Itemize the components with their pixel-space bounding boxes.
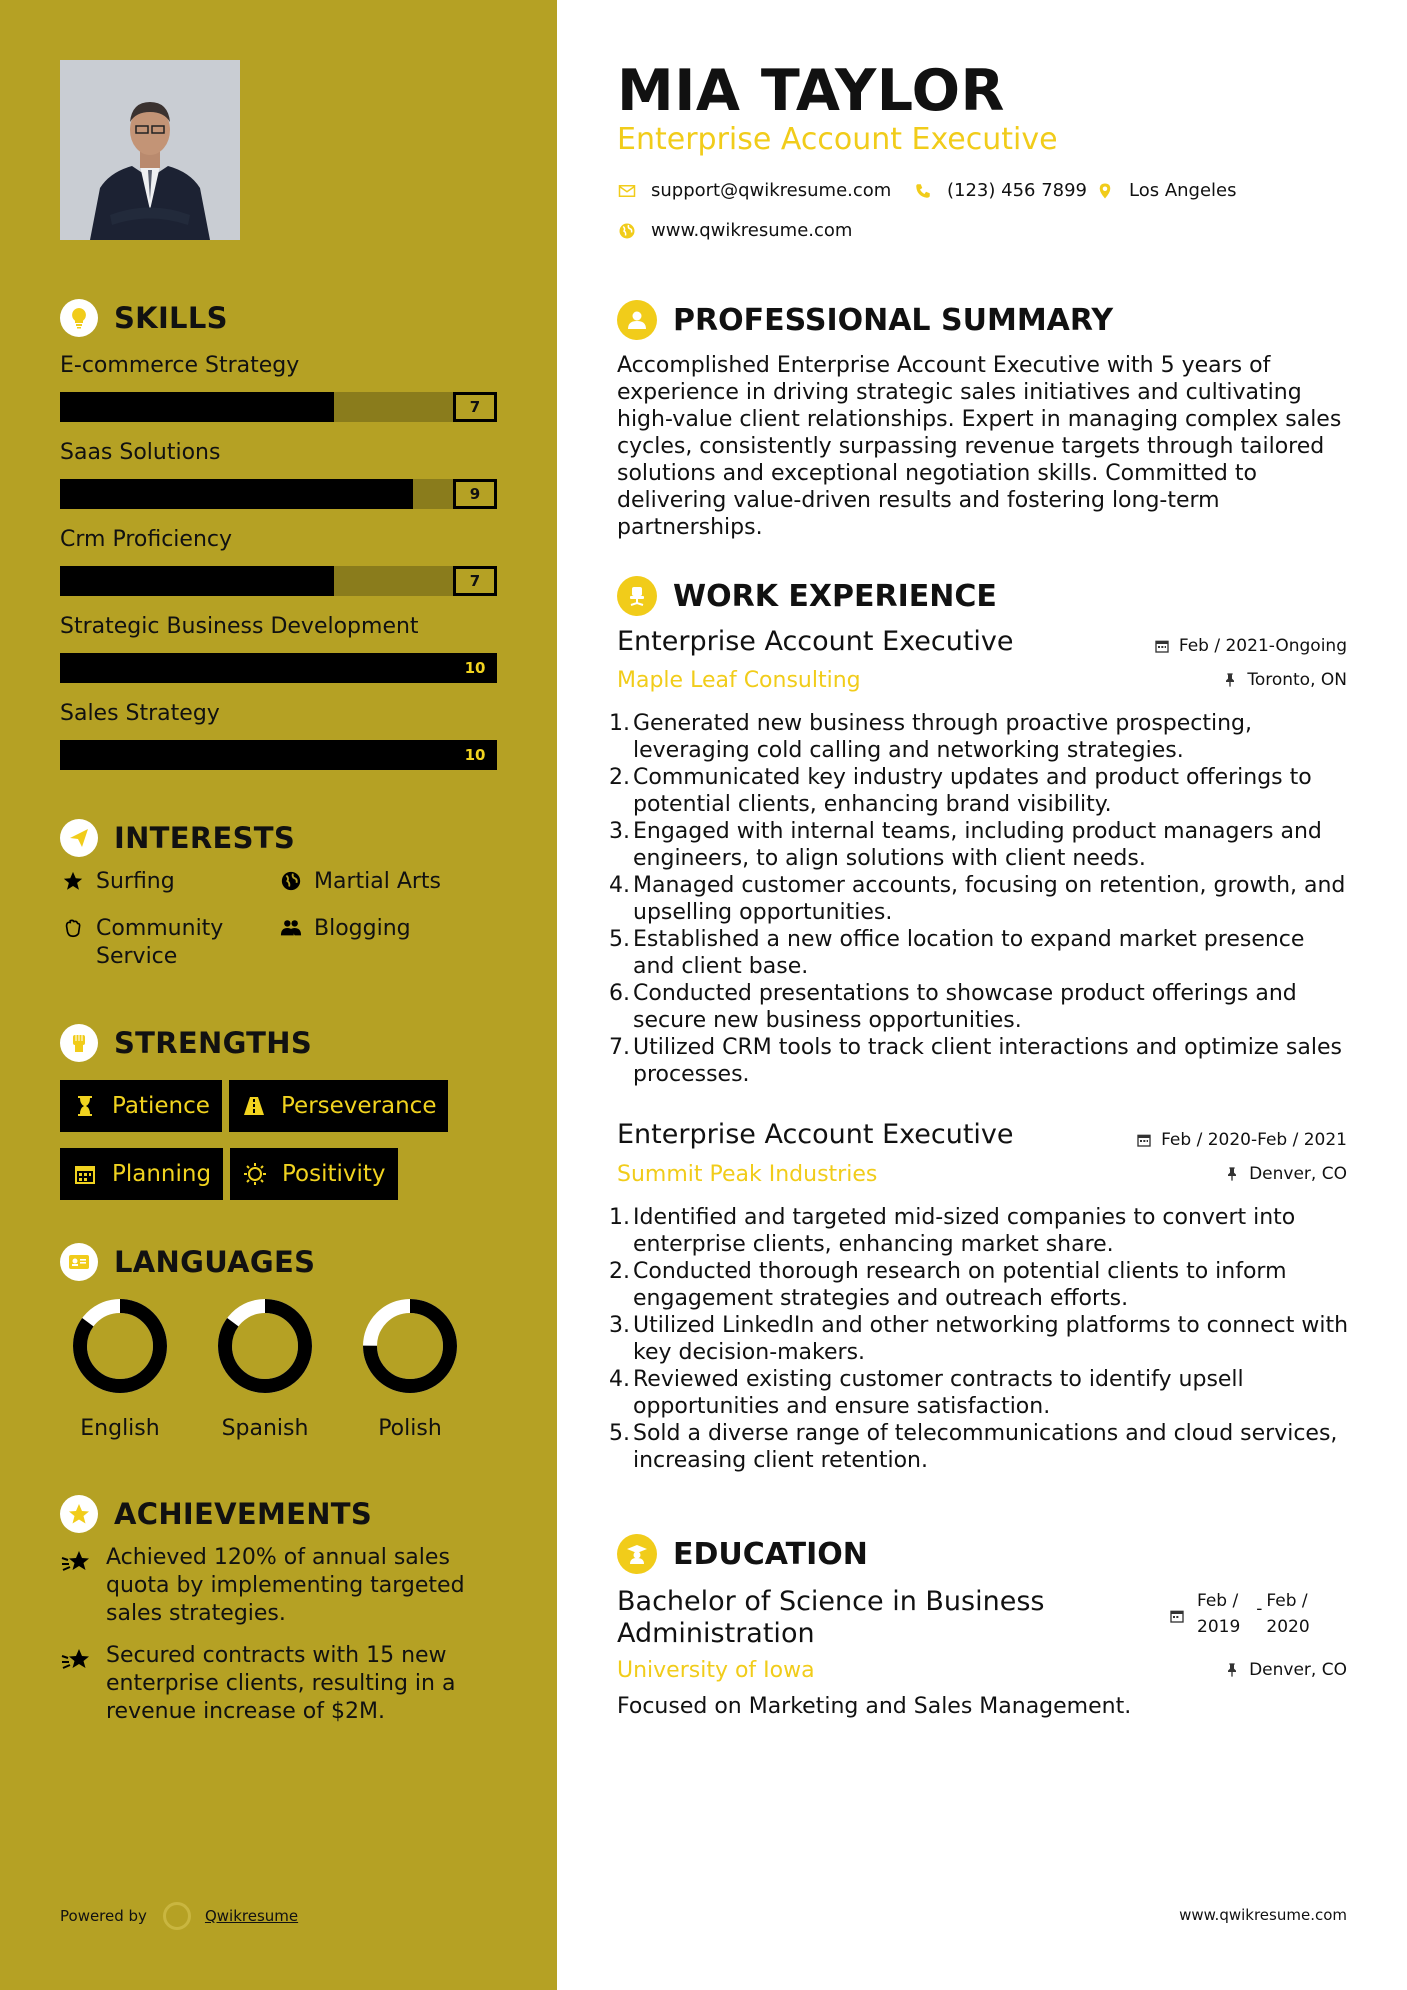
education-title: EDUCATION: [673, 1536, 868, 1572]
interest-label: Surfing: [96, 869, 175, 894]
language-name: English: [80, 1416, 160, 1441]
edu-start-month: Feb /: [1197, 1591, 1239, 1611]
experience-heading: [617, 574, 997, 618]
website-text: www.qwikresume.com: [651, 220, 853, 241]
language-ring: [215, 1296, 315, 1396]
powered-by-label: Powered by: [60, 1907, 147, 1925]
bullet-item: 5. Sold a diverse range of telecommunications and cloud services, increasing client retention.: [609, 1421, 1338, 1473]
strength-label: Patience: [112, 1093, 210, 1119]
languages-title: LANGUAGES: [114, 1245, 316, 1279]
road-icon: [241, 1093, 267, 1119]
graduate-icon: [617, 1534, 657, 1574]
strengths-heading: [60, 1023, 312, 1063]
strength-label: Positivity: [282, 1161, 386, 1187]
calendar-icon: [72, 1161, 98, 1187]
main-content: [557, 0, 1407, 1990]
strength-badge: [60, 1148, 223, 1200]
bullet-item: 4. Managed customer accounts, focusing on retention, growth, and upselling opportunities.: [609, 873, 1346, 925]
powered-by: [60, 1902, 298, 1930]
interest-item: [60, 915, 260, 971]
contact-email[interactable]: [617, 180, 891, 201]
users-icon: [278, 915, 304, 941]
globe-icon: [278, 868, 304, 894]
paper-plane-icon: [60, 819, 98, 857]
language-name: Polish: [378, 1416, 442, 1441]
lightbulb-icon: [60, 299, 98, 337]
bullet-item: 2. Conducted thorough research on potential clients to inform engagement strategies and outreach efforts.: [609, 1259, 1287, 1311]
star-badge-icon: [60, 1495, 98, 1533]
hand-icon: [60, 915, 86, 941]
phone-text: (123) 456 7899: [947, 180, 1088, 201]
skill-name: Strategic Business Development: [60, 614, 419, 639]
language-item: [205, 1296, 325, 1441]
job-location: [1223, 1164, 1347, 1184]
achievement-text: Secured contracts with 15 new enterprise clients, resulting in a revenue increase of $2M.: [106, 1643, 456, 1724]
star-icon: [60, 868, 86, 894]
strength-badge: [230, 1148, 398, 1200]
contact-website[interactable]: [617, 220, 852, 241]
summary-title: PROFESSIONAL SUMMARY: [673, 302, 1114, 338]
skill-name: Sales Strategy: [60, 701, 220, 726]
strength-label: Planning: [112, 1161, 212, 1187]
job-location: [1221, 670, 1347, 690]
bullet-item: 5. Established a new office location to expand market presence and client base.: [609, 927, 1305, 979]
experience-title: WORK EXPERIENCE: [673, 578, 997, 614]
interest-label: Martial Arts: [314, 869, 442, 894]
calendar-icon: [1135, 1131, 1153, 1149]
skill-name: Saas Solutions: [60, 440, 221, 465]
contact-location: [1095, 180, 1237, 201]
education-dates: Feb / 2019 - Feb / 2020: [1169, 1588, 1310, 1640]
skill-name: E-commerce Strategy: [60, 353, 300, 378]
achievement-item: [60, 1642, 500, 1726]
sidebar: [0, 0, 557, 1990]
interest-item: [60, 868, 175, 896]
bullet-item: 3. Utilized LinkedIn and other networking platforms to connect with key decision-makers.: [609, 1313, 1349, 1365]
summary-heading: [617, 298, 1113, 342]
skill-item: [60, 437, 497, 509]
edu-start-year: 2019: [1197, 1617, 1241, 1637]
interest-item: [278, 915, 411, 943]
interest-item: [278, 868, 441, 896]
interests-title: INTERESTS: [114, 821, 296, 855]
strengths-title: STRENGTHS: [114, 1026, 313, 1060]
skill-level-badge: 10: [453, 653, 497, 683]
education-heading: [617, 1532, 868, 1576]
phone-icon: [913, 181, 933, 201]
skill-bar: [60, 740, 497, 770]
skill-name: Crm Proficiency: [60, 527, 233, 552]
bullet-item: 6. Conducted presentations to showcase product offerings and secure new business opportunities.: [609, 981, 1297, 1033]
skill-bar: [60, 479, 497, 509]
language-item: [60, 1296, 180, 1441]
email-text: support@qwikresume.com: [651, 180, 892, 201]
skill-bar-fill: [60, 566, 334, 596]
skill-item: [60, 611, 497, 683]
calendar-icon: [1153, 637, 1171, 655]
achievement-item: [60, 1544, 500, 1628]
skill-bar-fill: [60, 479, 413, 509]
skill-bar-fill: [60, 392, 334, 422]
achievement-text: Achieved 120% of annual sales quota by implementing targeted sales strategies.: [106, 1545, 465, 1626]
interest-label: Blogging: [314, 916, 411, 941]
bullet-item: 2. Communicated key industry updates and product offerings to potential clients, enhancing brand visibility.: [609, 765, 1312, 817]
skill-level-badge: 10: [453, 740, 497, 770]
school-name: University of Iowa: [617, 1658, 815, 1683]
bullet-item: 1. Identified and targeted mid-sized companies to convert into enterprise clients, enhancing market share.: [609, 1205, 1296, 1257]
language-ring: [360, 1296, 460, 1396]
languages-heading: [60, 1242, 315, 1282]
fist-icon: [60, 1024, 98, 1062]
qwikresume-logo-icon: [163, 1902, 191, 1930]
language-ring: [70, 1296, 170, 1396]
contact-phone[interactable]: [913, 180, 1087, 201]
skill-level-badge: 9: [453, 479, 497, 509]
office-chair-icon: [617, 576, 657, 616]
degree-title: Bachelor of Science in Business Administration: [617, 1586, 1045, 1649]
company-name: Maple Leaf Consulting: [617, 668, 861, 693]
id-card-icon: [60, 1243, 98, 1281]
pushpin-icon: [1221, 671, 1239, 689]
interest-label: Community Service: [96, 916, 224, 969]
achievements-heading: [60, 1494, 372, 1534]
footer-url[interactable]: www.qwikresume.com: [1179, 1906, 1347, 1924]
skill-level-badge: 7: [453, 566, 497, 596]
job-bullets: [609, 1204, 1349, 1474]
job-dates-text: Feb / 2020-Feb / 2021: [1161, 1130, 1347, 1150]
skills-heading: [60, 298, 228, 338]
qwikresume-link[interactable]: Qwikresume: [204, 1907, 299, 1925]
education-location-text: Denver, CO: [1249, 1660, 1347, 1680]
achievements-title: ACHIEVEMENTS: [114, 1497, 373, 1531]
strength-badge: [60, 1080, 222, 1132]
company-name: Summit Peak Industries: [617, 1162, 878, 1187]
bullet-item: 1. Generated new business through proactive prospecting, leveraging cold calling and networking strategies.: [609, 711, 1253, 763]
strength-label: Perseverance: [281, 1093, 437, 1119]
job-location-text: Denver, CO: [1249, 1164, 1347, 1184]
skill-item: [60, 698, 497, 770]
envelope-icon: [617, 181, 637, 201]
globe-icon: [617, 221, 637, 241]
strength-badge: [229, 1080, 448, 1132]
user-icon: [617, 300, 657, 340]
skill-bar-fill: [60, 653, 497, 683]
skill-bar-fill: [60, 740, 497, 770]
skills-title: SKILLS: [114, 301, 228, 335]
hourglass-icon: [72, 1093, 98, 1119]
language-name: Spanish: [221, 1416, 309, 1441]
sun-icon: [242, 1161, 268, 1187]
skill-bar: [60, 566, 497, 596]
job-dates-text: Feb / 2021-Ongoing: [1178, 636, 1347, 656]
summary-text: Accomplished Enterprise Account Executive with 5 years of experience in driving strategic sales initiatives and cultivating high-value client relationships. Expert in managing complex sales cycles, consistently surpassing revenue targets through tailored solutions and exceptional negotiation skills. Committed to delivering value-driven results and fostering long-term partnerships.: [617, 353, 1342, 540]
skill-bar: [60, 653, 497, 683]
map-pin-icon: [1095, 181, 1115, 201]
job-location-text: Toronto, ON: [1247, 670, 1347, 690]
bullet-item: 7. Utilized CRM tools to track client interactions and optimize sales processes.: [609, 1035, 1342, 1087]
profile-photo: [60, 60, 240, 240]
location-text: Los Angeles: [1129, 180, 1237, 201]
job-dates: [1153, 636, 1347, 656]
shooting-star-icon: [60, 1546, 92, 1578]
candidate-role: Enterprise Account Executive: [617, 122, 1058, 157]
pushpin-icon: [1223, 1165, 1241, 1183]
job-title: Enterprise Account Executive: [617, 626, 1014, 657]
candidate-name: MIA TAYLOR: [617, 58, 1005, 124]
job-title: Enterprise Account Executive: [617, 1119, 1014, 1150]
interests-heading: [60, 818, 295, 858]
pushpin-icon: [1223, 1661, 1241, 1679]
language-item: [350, 1296, 470, 1441]
edu-end-year: 2020: [1266, 1617, 1310, 1637]
bullet-item: 4. Reviewed existing customer contracts to identify upsell opportunities and ensure satisfaction.: [609, 1367, 1244, 1419]
education-note: Focused on Marketing and Sales Management.: [617, 1694, 1132, 1719]
skill-level-badge: 7: [453, 392, 497, 422]
skill-item: [60, 350, 497, 422]
bullet-item: 3. Engaged with internal teams, including product managers and engineers, to align solutions with client needs.: [609, 819, 1322, 871]
skill-item: [60, 524, 497, 596]
shooting-star-icon: [60, 1644, 92, 1676]
education-location: [1223, 1660, 1347, 1680]
skill-bar: [60, 392, 497, 422]
calendar-icon: [1169, 1606, 1187, 1624]
job-bullets: [609, 710, 1349, 1088]
job-dates: [1135, 1130, 1347, 1150]
edu-end-month: Feb /: [1266, 1591, 1308, 1611]
